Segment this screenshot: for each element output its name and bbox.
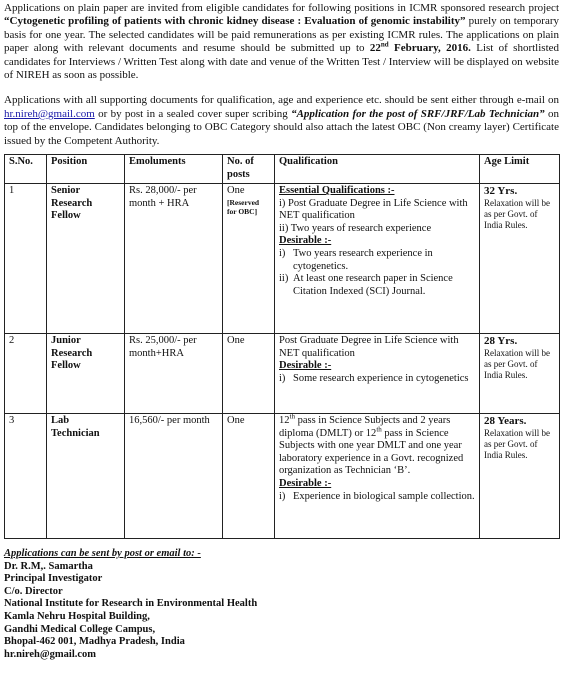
table-row: [5, 334, 560, 414]
intro-paragraph-2: [4, 94, 559, 148]
desirable-label: Desirable :-: [279, 360, 332, 372]
project-title: “Cytogenetic profiling of patients with chronic kidney disease : Evaluation of genomic instability”: [4, 15, 466, 28]
list-item: i) Experience in biological sample collection.: [279, 490, 475, 502]
address-line: Bhopal-462 001, Madhya Pradesh, India: [4, 636, 185, 648]
desirable-label: Desirable :-: [279, 478, 332, 490]
table-header-row: [5, 155, 560, 184]
qualification-text: Post Graduate Degree in Life Science with NET qualification: [279, 335, 459, 359]
table-row: [5, 414, 560, 539]
intro-text: Applications on plain paper are invited from eligible candidates for following positions in ICMR sponsored research project: [4, 2, 559, 14]
cell-sno: 3: [5, 414, 47, 539]
header-qualification: Qualification: [275, 155, 480, 184]
cell-position: Junior Research Fellow: [47, 334, 125, 414]
address-line: National Institute for Research in Environmental Health: [4, 598, 258, 610]
superscribe-text: “Application for the post of SRF/JRF/Lab Technician”: [291, 107, 545, 120]
intro-text: or by post in a sealed cover super scribing: [94, 107, 292, 120]
intro-text: List of shortlisted candidates for Interviews / Written Test along with date and venue of the Written Test / Interview will be displayed on website of NIREH as soon as possible.: [4, 42, 560, 82]
desirable-list: [279, 248, 475, 298]
posts-note: [Reserved for OBC]: [227, 197, 260, 216]
cell-age-limit: [480, 334, 560, 414]
desirable-label: Desirable :-: [279, 235, 332, 247]
address-email[interactable]: hr.nireh@gmail.com: [4, 648, 97, 660]
age-note: Relaxation will be as per Govt. of India Rules.: [484, 347, 550, 380]
cell-emoluments: Rs. 28,000/- per month + HRA: [125, 184, 223, 334]
cell-sno: 2: [5, 334, 47, 414]
cell-posts: [223, 184, 275, 334]
intro-text: on top of the envelope. Candidates belonging to OBC Category should also attach the latest OBC (Non creamy layer) Certificate issued by the Competent Authority.: [4, 107, 559, 147]
address-line: Principal Investigator: [4, 573, 103, 585]
posts-count: One: [227, 185, 245, 197]
intro-text: purely on temporary basis for one year. The selected candidates will be paid remunerations as per existing ICMR rules. The applications on plain paper along with relevant documents and resume should be submitted up to: [4, 15, 559, 55]
cell-emoluments: Rs. 25,000/- per month+HRA: [125, 334, 223, 414]
deadline-date: 22nd February, 2016.: [369, 40, 471, 55]
header-emoluments: Emoluments: [125, 155, 223, 184]
list-item: ii) At least one research paper in Science Citation Indexed (SCI) Journal.: [279, 273, 453, 297]
address-heading: Applications can be sent by post or email to: -: [4, 548, 201, 560]
age-value: 32 Yrs.: [484, 185, 518, 198]
address-line: Kamla Nehru Hospital Building,: [4, 611, 150, 623]
desirable-list: [279, 373, 475, 386]
cell-qualification: [275, 184, 480, 334]
age-note: Relaxation will be as per Govt. of India Rules.: [484, 427, 550, 460]
age-value: 28 Years.: [484, 415, 527, 428]
header-age-limit: Age Limit: [480, 155, 560, 184]
essential-item: ii) Two years of research experience: [279, 222, 432, 234]
cell-emoluments: 16,560/- per month: [125, 414, 223, 539]
cell-posts: One: [223, 414, 275, 539]
cell-age-limit: [480, 184, 560, 334]
address-line: Gandhi Medical College Campus,: [4, 623, 156, 635]
essential-label: Essential Qualifications :-: [279, 185, 395, 197]
header-position: Position: [47, 155, 125, 184]
qualification-text: 12th pass in Science Subjects and 2 years diploma (DMLT) or 12th pass in Science Subjects with one year DMLT and one year laboratory experience in a Govt. recognized organization as Technician ‘B’.: [279, 412, 464, 477]
cell-position: Senior Research Fellow: [47, 184, 125, 334]
address-line: Dr. R.M,. Samartha: [4, 560, 93, 572]
address-block: [4, 548, 559, 661]
positions-table: [4, 154, 560, 539]
list-item: i) Some research experience in cytogenetics: [279, 372, 469, 384]
cell-qualification: [275, 334, 480, 414]
cell-position: Lab Technician: [47, 414, 125, 539]
cell-posts: One: [223, 334, 275, 414]
age-note: Relaxation will be as per Govt. of India Rules.: [484, 197, 550, 230]
table-row: [5, 184, 560, 334]
list-item: i) Two years research experience in cytogenetics.: [279, 248, 433, 272]
cell-sno: 1: [5, 184, 47, 334]
email-link[interactable]: hr.nireh@gmail.com: [4, 107, 95, 120]
cell-qualification: [275, 414, 480, 539]
header-posts: No. of posts: [223, 155, 275, 184]
intro-text: Applications with all supporting documents for qualification, age and experience etc. should be sent either through e-mail on: [4, 94, 559, 107]
desirable-list: [279, 491, 475, 504]
essential-item: i) Post Graduate Degree in Life Science with NET qualification: [279, 197, 468, 222]
intro-paragraph-1: [4, 2, 559, 82]
header-sno: S.No.: [5, 155, 47, 184]
cell-age-limit: [480, 414, 560, 539]
address-line: C/o. Director: [4, 585, 63, 597]
age-value: 28 Yrs.: [484, 335, 518, 348]
